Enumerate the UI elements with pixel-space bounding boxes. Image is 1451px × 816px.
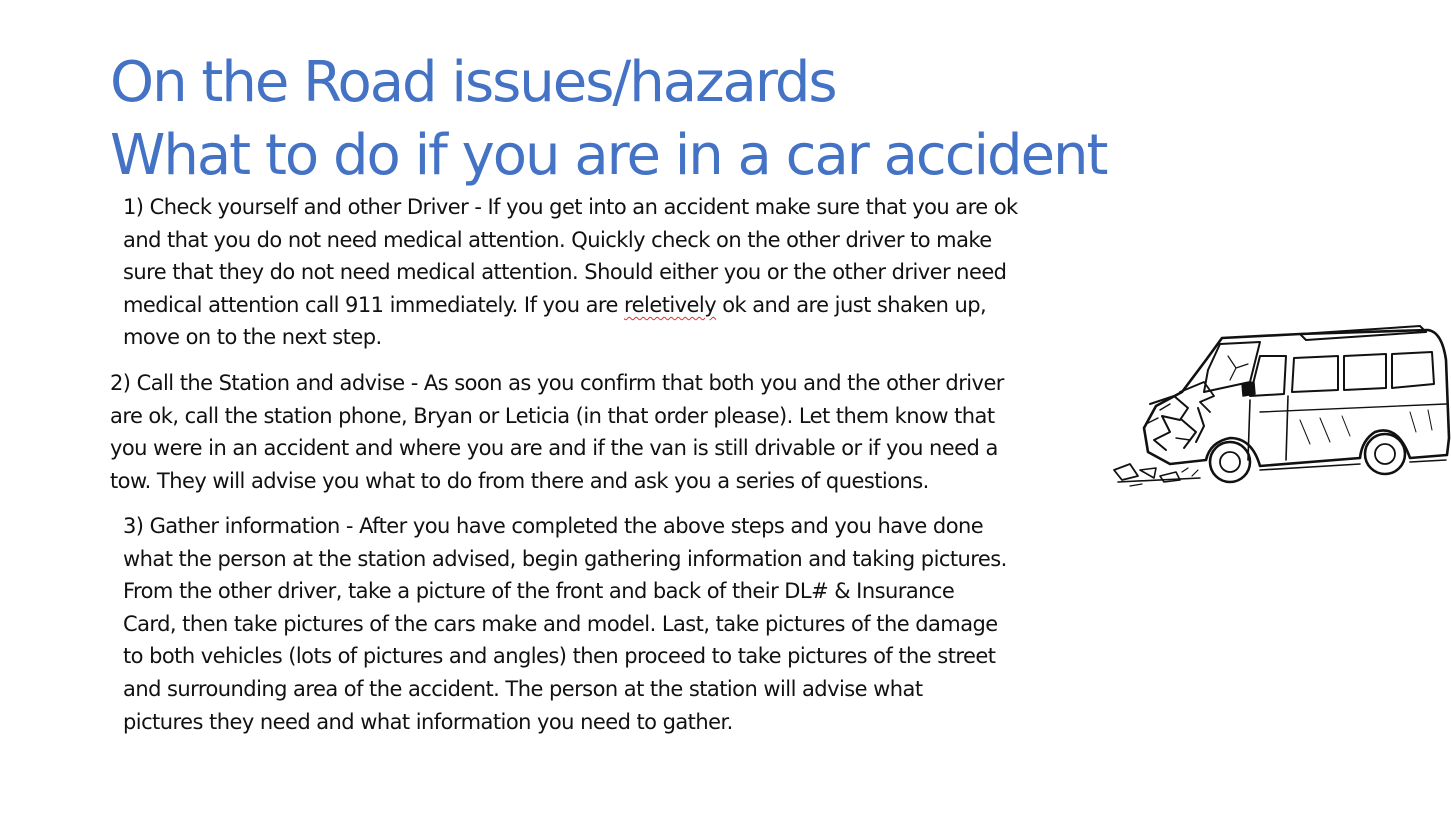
step-3-line: to both vehicles (lots of pictures and angles) then proceed to take pictures of the street [123, 644, 996, 669]
misspelled-word[interactable]: reletively [624, 292, 717, 317]
step-1-line: sure that they do not need medical attention. Should either you or the other driver need [123, 260, 1007, 285]
crashed-van-icon [1110, 320, 1451, 490]
title-line-1: On the Road issues/hazards [110, 50, 836, 115]
step-1-line: and that you do not need medical attention. Quickly check on the other driver to make [123, 227, 992, 252]
step-1-line: 1) Check yourself and other Driver - If you get into an accident make sure that you are ok [123, 195, 1018, 219]
step-3-line: Card, then take pictures of the cars make and model. Last, take pictures of the damage [123, 611, 998, 636]
step-1-line: move on to the next step. [123, 325, 382, 350]
step-1-text: medical attention call 911 immediately. If you are [123, 292, 625, 317]
step-2-line: are ok, call the station phone, Bryan or Leticia (in that order please). Let them know that [110, 403, 995, 428]
step-3-line: From the other driver, take a picture of the front and back of their DL# & Insurance [123, 579, 955, 604]
step-3-line: and surrounding area of the accident. The person at the station will advise what [123, 676, 923, 701]
step-2-line: tow. They will advise you what to do from there and ask you a series of questions. [110, 468, 929, 493]
slide-title [110, 46, 1120, 192]
step-2-call-station [110, 367, 1004, 497]
title-line-2: What to do if you are in a car accident [110, 123, 1107, 188]
step-3-line: pictures they need and what information you need to gather. [123, 709, 733, 734]
step-1-line [123, 289, 1018, 322]
step-2-line: you were in an accident and where you are and if the van is still drivable or if you need a [110, 436, 998, 461]
step-1-text: ok and are just shaken up, [716, 292, 987, 317]
step-1-check-yourself [123, 191, 1018, 354]
step-2-line: 2) Call the Station and advise - As soon as you confirm that both you and the other driver [110, 371, 1004, 395]
step-3-gather-information [123, 510, 1007, 738]
step-3-line: what the person at the station advised, begin gathering information and taking pictures. [123, 546, 1007, 571]
step-3-line: 3) Gather information - After you have completed the above steps and you have done [123, 514, 984, 538]
